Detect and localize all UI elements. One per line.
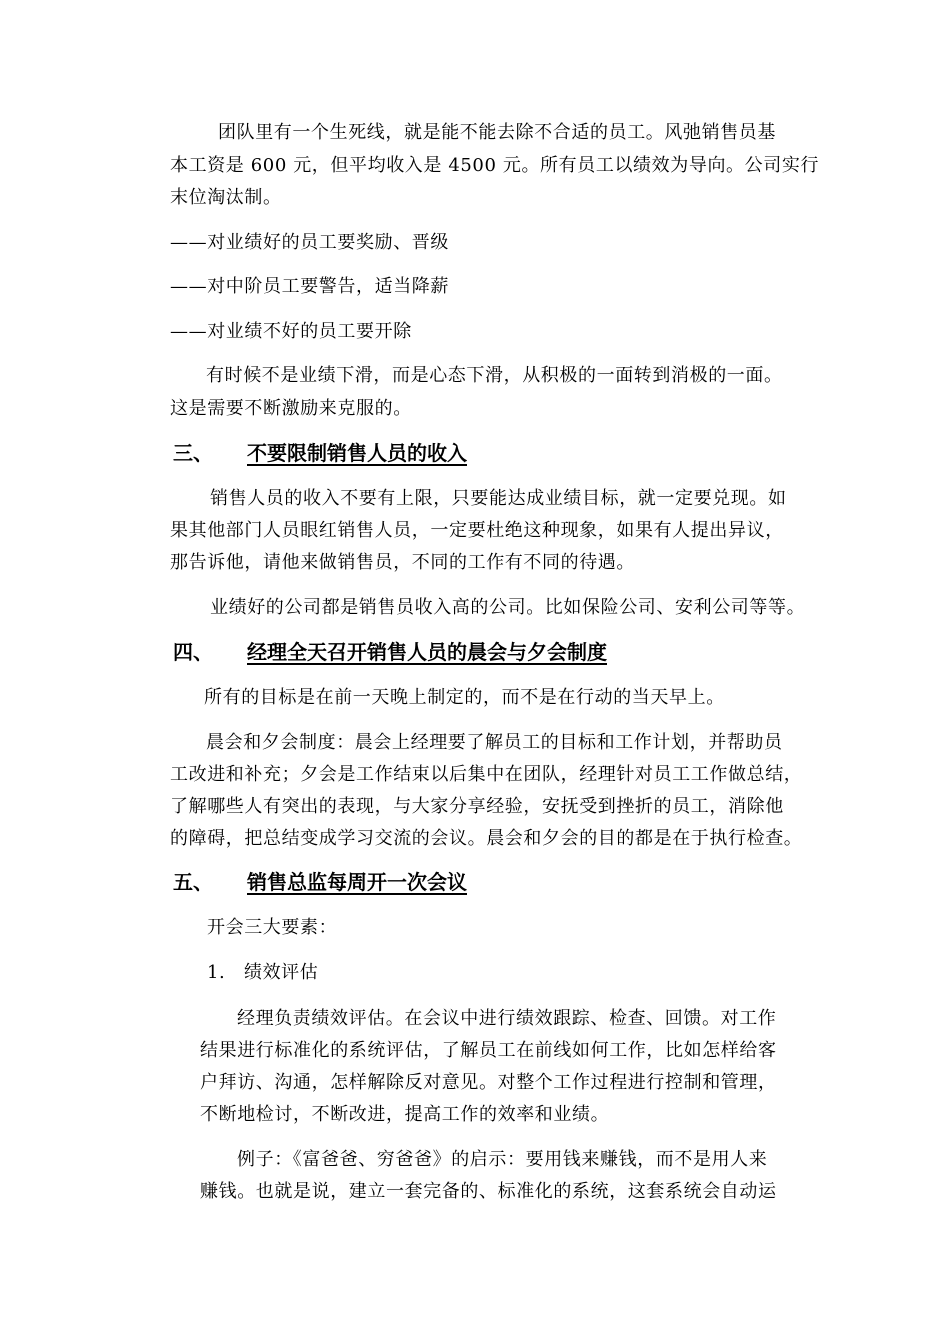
- paragraph-line: 果其他部门人员眼红销售人员，一定要杜绝这种现象，如果有人提出异议，: [170, 520, 784, 541]
- section-number: 五、: [173, 870, 213, 894]
- section-title: 销售总监每周开一次会议: [247, 870, 467, 894]
- paragraph-line: 团队里有一个生死线，就是能不能去除不合适的员工。风弛销售员基: [218, 122, 776, 143]
- paragraph-line: 的障碍，把总结变成学习交流的会议。晨会和夕会的目的都是在于执行检查。: [170, 828, 803, 849]
- paragraph-line: 户拜访、沟通，怎样解除反对意见。对整个工作过程进行控制和管理，: [200, 1072, 777, 1093]
- paragraph-line: 例子：《富爸爸、穷爸爸》的启示：要用钱来赚钱，而不是用人来: [237, 1149, 768, 1170]
- paragraph-line: 那告诉他，请他来做销售员，不同的工作有不同的待遇。: [170, 552, 635, 573]
- section-heading: [173, 869, 467, 895]
- paragraph-line: 开会三大要素：: [207, 917, 338, 938]
- paragraph-line: 业绩好的公司都是销售员收入高的公司。比如保险公司、安利公司等等。: [210, 597, 806, 618]
- section-heading: [173, 440, 467, 466]
- dash-list-item: ——对业绩不好的员工要开除: [170, 321, 412, 342]
- paragraph-line: 晨会和夕会制度：晨会上经理要了解员工的目标和工作计划，并帮助员: [206, 732, 783, 753]
- dash-list-item: ——对业绩好的员工要奖励、晋级: [170, 232, 449, 253]
- section-heading: [173, 639, 607, 665]
- paragraph-line: 所有的目标是在前一天晚上制定的，而不是在行动的当天早上。: [204, 687, 725, 708]
- paragraph-line: 经理负责绩效评估。在会议中进行绩效跟踪、检查、回馈。对工作: [237, 1008, 777, 1029]
- section-title: 经理全天召开销售人员的晨会与夕会制度: [247, 640, 607, 664]
- paragraph-line: 本工资是 600 元，但平均收入是 4500 元。所有员工以绩效为导向。公司实行: [170, 155, 820, 176]
- paragraph-line: 有时候不是业绩下滑，而是心态下滑，从积极的一面转到消极的一面。: [206, 365, 783, 386]
- paragraph-line: 这是需要不断激励来克服的。: [170, 398, 412, 419]
- dash-list-item: ——对中阶员工要警告，适当降薪: [170, 276, 449, 297]
- section-number: 四、: [173, 640, 213, 664]
- paragraph-line: 末位淘汰制。: [170, 187, 282, 208]
- section-title: 不要限制销售人员的收入: [247, 441, 467, 465]
- paragraph-line: 赚钱。也就是说，建立一套完备的、标准化的系统，这套系统会自动运: [200, 1181, 777, 1202]
- paragraph-line: 不断地检讨，不断改进，提高工作的效率和业绩。: [200, 1104, 610, 1125]
- paragraph-line: 工改进和补充；夕会是工作结束以后集中在团队，经理针对员工工作做总结，: [170, 764, 803, 785]
- numbered-item: 1. 绩效评估: [207, 962, 319, 983]
- section-number: 三、: [173, 441, 213, 465]
- paragraph-line: 了解哪些人有突出的表现，与大家分享经验，安抚受到挫折的员工，消除他: [170, 796, 784, 817]
- paragraph-line: 结果进行标准化的系统评估，了解员工在前线如何工作，比如怎样给客: [200, 1040, 777, 1061]
- paragraph-line: 销售人员的收入不要有上限，只要能达成业绩目标，就一定要兑现。如: [210, 488, 787, 509]
